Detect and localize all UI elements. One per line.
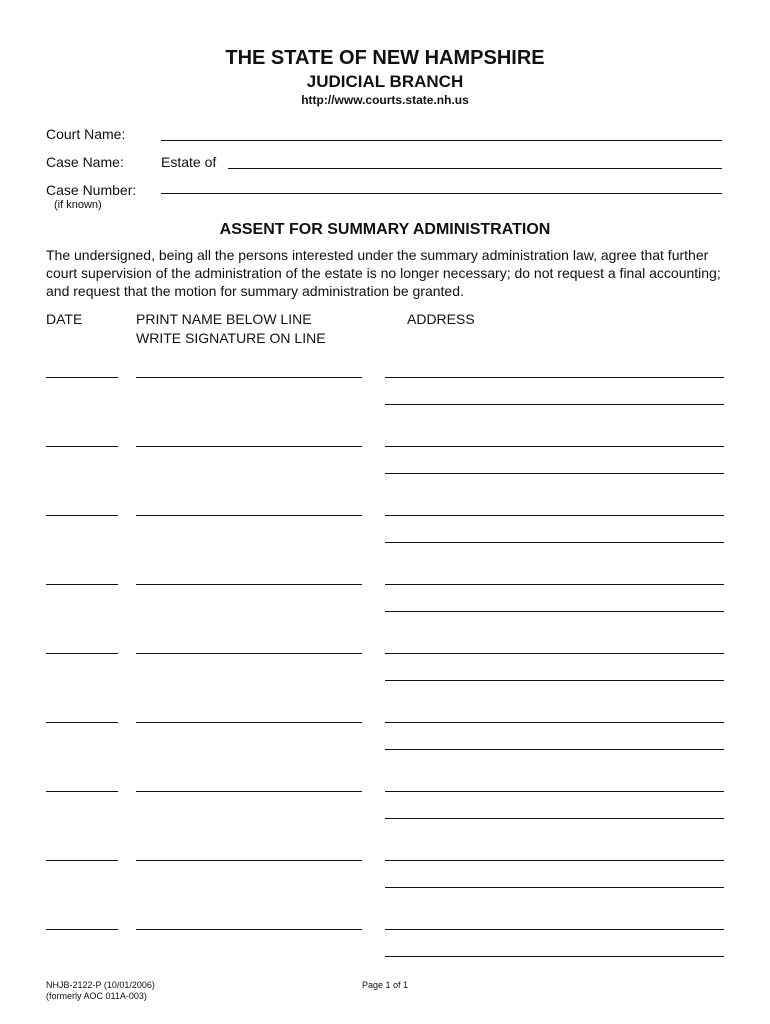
address-line-1[interactable]: [385, 929, 724, 930]
date-line[interactable]: [46, 722, 118, 723]
print-name-column-header: PRINT NAME BELOW LINE: [136, 311, 312, 327]
state-title: THE STATE OF NEW HAMPSHIRE: [225, 47, 545, 69]
address-line-2[interactable]: [385, 887, 724, 888]
form-heading: ASSENT FOR SUMMARY ADMINISTRATION: [219, 221, 551, 238]
date-line[interactable]: [46, 446, 118, 447]
address-line-2[interactable]: [385, 818, 724, 819]
date-line[interactable]: [46, 929, 118, 930]
date-line[interactable]: [46, 377, 118, 378]
date-line[interactable]: [46, 584, 118, 585]
address-line-2[interactable]: [385, 956, 724, 957]
address-line-1[interactable]: [385, 722, 724, 723]
assent-paragraph: The undersigned, being all the persons interested under the summary administration law, agree that further court supervision of the administration of the estate is no longer necessary; do not request a final accounting; and request that the motion for summary administration be granted.: [46, 247, 721, 299]
name-signature-line[interactable]: [136, 860, 362, 861]
page-number: Page 1 of 1: [362, 980, 409, 990]
case-name-label: Case Name:: [46, 154, 124, 170]
name-signature-line[interactable]: [136, 377, 362, 378]
address-line-2[interactable]: [385, 611, 724, 612]
name-signature-line[interactable]: [136, 791, 362, 792]
address-column-header: ADDRESS: [407, 311, 475, 327]
estate-of-label: Estate of: [161, 154, 217, 170]
address-line-1[interactable]: [385, 653, 724, 654]
formerly-form-number: (formerly AOC 011A-003): [46, 991, 147, 1001]
courts-url: http://www.courts.state.nh.us: [301, 93, 469, 107]
judicial-branch-subtitle: JUDICIAL BRANCH: [306, 72, 464, 91]
address-line-2[interactable]: [385, 749, 724, 750]
name-signature-line[interactable]: [136, 584, 362, 585]
address-line-2[interactable]: [385, 404, 724, 405]
case-name-field[interactable]: [228, 168, 722, 169]
name-signature-line[interactable]: [136, 929, 362, 930]
date-line[interactable]: [46, 791, 118, 792]
if-known-note: (if known): [54, 199, 102, 211]
address-line-1[interactable]: [385, 515, 724, 516]
address-line-2[interactable]: [385, 473, 724, 474]
signature-column-header: WRITE SIGNATURE ON LINE: [136, 330, 326, 346]
case-number-field[interactable]: [161, 193, 722, 194]
date-line[interactable]: [46, 515, 118, 516]
date-line[interactable]: [46, 653, 118, 654]
address-line-1[interactable]: [385, 791, 724, 792]
address-line-2[interactable]: [385, 542, 724, 543]
case-number-label: Case Number:: [46, 182, 137, 198]
court-name-label: Court Name:: [46, 126, 126, 142]
name-signature-line[interactable]: [136, 722, 362, 723]
address-line-2[interactable]: [385, 680, 724, 681]
court-name-field[interactable]: [161, 140, 722, 141]
name-signature-line[interactable]: [136, 446, 362, 447]
address-line-1[interactable]: [385, 860, 724, 861]
address-line-1[interactable]: [385, 446, 724, 447]
date-column-header: DATE: [46, 311, 83, 327]
form-number: NHJB-2122-P (10/01/2006): [46, 980, 155, 990]
name-signature-line[interactable]: [136, 515, 362, 516]
name-signature-line[interactable]: [136, 653, 362, 654]
address-line-1[interactable]: [385, 377, 724, 378]
address-line-1[interactable]: [385, 584, 724, 585]
date-line[interactable]: [46, 860, 118, 861]
